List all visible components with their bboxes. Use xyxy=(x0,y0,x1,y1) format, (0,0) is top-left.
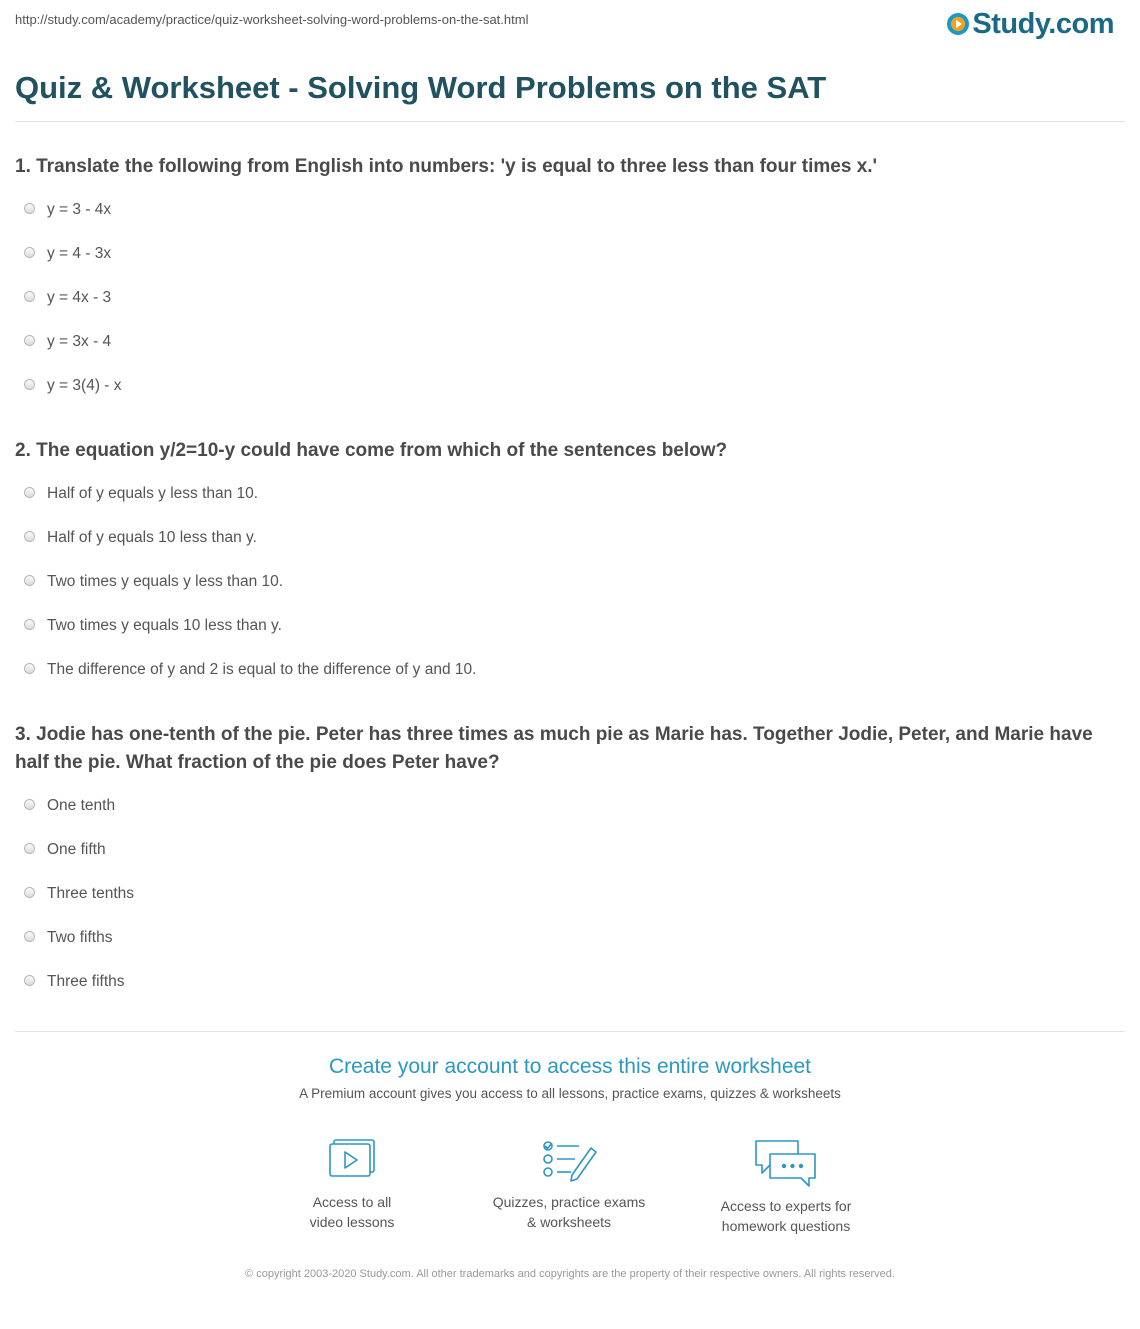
radio-button[interactable] xyxy=(24,531,35,542)
play-icon xyxy=(947,13,969,35)
answer-option[interactable] xyxy=(24,528,257,548)
option-label: Two times y equals 10 less than y. xyxy=(47,617,282,634)
answer-option[interactable] xyxy=(24,660,476,680)
feature-quizzes xyxy=(469,1138,669,1232)
radio-button[interactable] xyxy=(24,799,35,810)
feature-line: Quizzes, practice exams xyxy=(492,1194,646,1210)
study-logo[interactable] xyxy=(947,7,1114,41)
radio-button[interactable] xyxy=(24,931,35,942)
section-divider xyxy=(15,1031,1125,1032)
feature-line: video lessons xyxy=(309,1214,395,1230)
answer-option[interactable] xyxy=(24,616,282,636)
option-label: y = 3x - 4 xyxy=(47,333,112,350)
option-label: The difference of y and 2 is equal to the difference of y and 10. xyxy=(47,661,477,678)
question-text: 3. Jodie has one-tenth of the pie. Peter has three times as much pie as Marie has. Together Jodie, Peter, and Marie have half the pie. What fraction of the pie does Peter have? xyxy=(15,724,1093,773)
answer-option[interactable] xyxy=(24,484,258,504)
premium-description: A Premium account gives you access to all lessons, practice exams, quizzes & worksheets xyxy=(299,1086,841,1101)
radio-button[interactable] xyxy=(24,487,35,498)
answer-option[interactable] xyxy=(24,376,122,396)
expert-chat-icon xyxy=(753,1138,819,1188)
radio-button[interactable] xyxy=(24,335,35,346)
quiz-checklist-icon xyxy=(541,1138,597,1184)
copyright-notice: © copyright 2003-2020 Study.com. All other trademarks and copyrights are the property of their respective owners. All rights reserved. xyxy=(245,1268,895,1280)
radio-button[interactable] xyxy=(24,247,35,258)
option-label: One tenth xyxy=(47,797,116,814)
answer-option[interactable] xyxy=(24,928,112,948)
radio-button[interactable] xyxy=(24,887,35,898)
option-label: Three fifths xyxy=(47,973,125,990)
question-text: 1. Translate the following from English into numbers: 'y is equal to three less than four times x.' xyxy=(15,156,878,177)
feature-line: Access to all xyxy=(312,1194,392,1210)
option-label: Half of y equals y less than 10. xyxy=(47,485,259,502)
radio-button[interactable] xyxy=(24,575,35,586)
answer-option[interactable] xyxy=(24,200,111,220)
option-label: y = 3 - 4x xyxy=(47,201,112,218)
create-account-link[interactable]: Create your account to access this entire worksheet xyxy=(328,1055,812,1078)
feature-video-lessons xyxy=(252,1138,452,1232)
logo-text: Study.com xyxy=(972,7,1114,40)
answer-option[interactable] xyxy=(24,972,125,992)
answer-option[interactable] xyxy=(24,884,134,904)
radio-button[interactable] xyxy=(24,843,35,854)
radio-button[interactable] xyxy=(24,203,35,214)
feature-experts xyxy=(686,1138,886,1236)
answer-option[interactable] xyxy=(24,840,106,860)
radio-button[interactable] xyxy=(24,379,35,390)
title-divider xyxy=(15,121,1125,122)
answer-option[interactable] xyxy=(24,244,111,264)
option-label: y = 4x - 3 xyxy=(47,289,112,306)
option-label: y = 4 - 3x xyxy=(47,245,112,262)
radio-button[interactable] xyxy=(24,663,35,674)
question-text: 2. The equation y/2=10-y could have come from which of the sentences below? xyxy=(15,440,728,461)
option-label: y = 3(4) - x xyxy=(47,377,122,394)
option-label: Half of y equals 10 less than y. xyxy=(47,529,257,546)
page-url: http://study.com/academy/practice/quiz-worksheet-solving-word-problems-on-the-sat.html xyxy=(15,12,529,27)
feature-line: & worksheets xyxy=(526,1214,612,1230)
option-label: Two fifths xyxy=(47,929,113,946)
radio-button[interactable] xyxy=(24,619,35,630)
page-title: Quiz & Worksheet - Solving Word Problems on the SAT xyxy=(15,70,827,105)
feature-line: Access to experts for xyxy=(720,1198,852,1214)
feature-line: homework questions xyxy=(721,1218,851,1234)
answer-option[interactable] xyxy=(24,288,111,308)
option-label: Three tenths xyxy=(47,885,135,902)
video-lessons-icon xyxy=(326,1138,378,1184)
radio-button[interactable] xyxy=(24,975,35,986)
answer-option[interactable] xyxy=(24,796,115,816)
option-label: Two times y equals y less than 10. xyxy=(47,573,284,590)
answer-option[interactable] xyxy=(24,332,111,352)
radio-button[interactable] xyxy=(24,291,35,302)
answer-option[interactable] xyxy=(24,572,283,592)
option-label: One fifth xyxy=(47,841,106,858)
